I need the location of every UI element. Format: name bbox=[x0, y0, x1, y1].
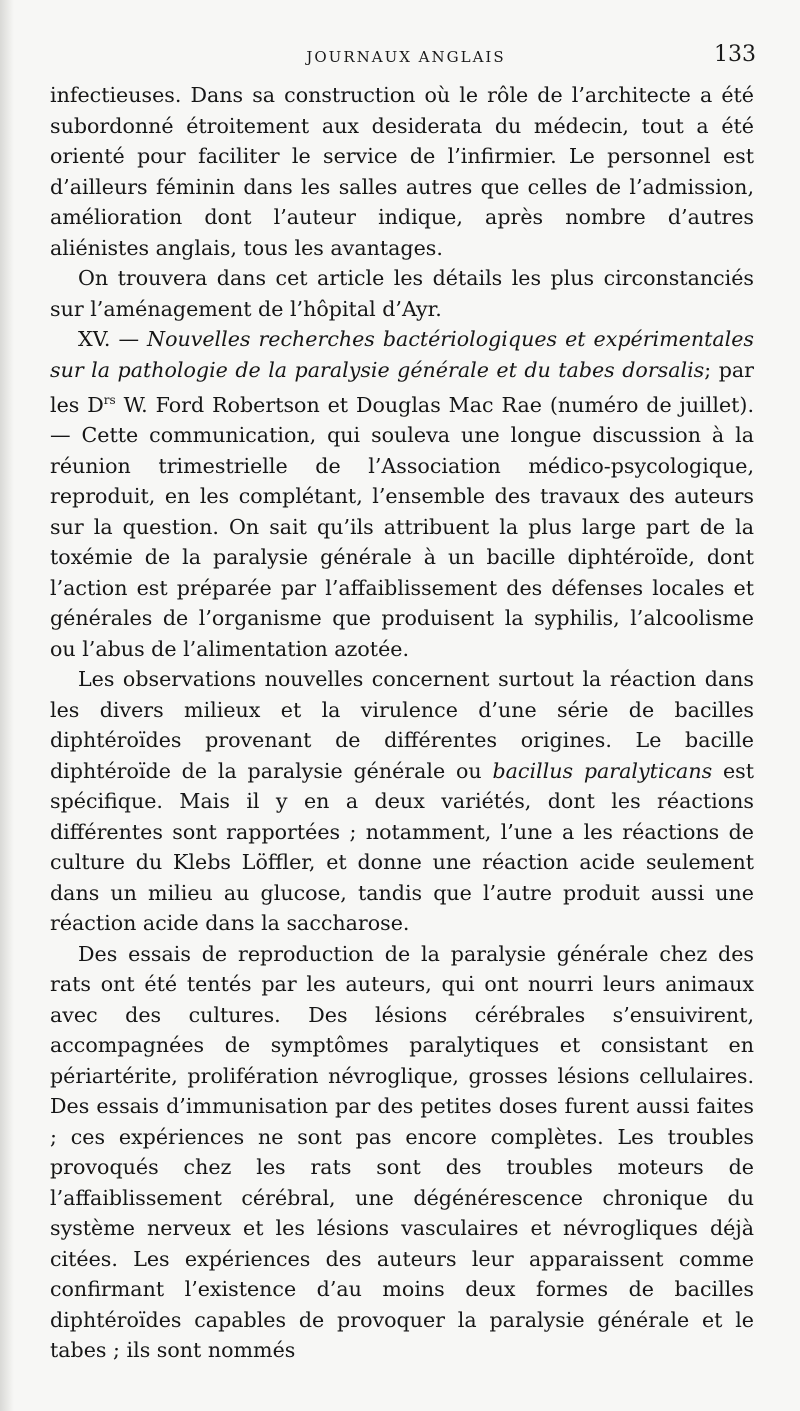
paragraph-2-text: On trouvera dans cet article les détails les plus circonstanciés sur l’aménagement de l’hôpital d’Ayr. bbox=[50, 266, 754, 321]
paragraph-4-text-before: Les observations nouvelles concernent surtout la réaction dans les divers milieux et la virulence d’une série de bacilles diphtéroïdes provenant de différentes origines. Le bacille diphtéroïde de la paralysie générale ou bbox=[50, 667, 754, 783]
page-header bbox=[46, 38, 766, 70]
authors-superscript: rs bbox=[103, 393, 116, 407]
paragraph-4 bbox=[50, 664, 754, 939]
paragraph-5-text: Des essais de reproduction de la paralysie générale chez des rats ont été tentés par les auteurs, qui ont nourri leurs animaux avec des cultures. Des lésions cérébrales s’ensuivirent, accompagnées de symptômes paralytiques et consistant en périartérite, prolifération névroglique, grosses lésions cellulaires. Des essais d’immunisation par des petites doses furent aussi faites ; ces expériences ne sont pas encore complètes. Les troubles provoqués chez les rats sont des troubles moteurs de l’affaiblissement cérébral, une dégénérescence chronique du système nerveux et les lésions vasculaires et névrogliques déjà citées. Les expériences des auteurs leur apparaissent comme confirmant l’existence d’au moins deux formes de bacilles diphtéroïdes capables de provoquer la paralysie générale et le tabes ; ils sont nommés bbox=[50, 941, 754, 1363]
paragraph-1 bbox=[50, 80, 754, 263]
section-number: XV. — bbox=[78, 327, 148, 351]
article-title: Nouvelles recherches bactériologiques et expérimentales sur la pathologie de la paralysie générale et du tabes dorsalis bbox=[50, 327, 754, 382]
running-title: JOURNAUX ANGLAIS bbox=[306, 48, 506, 66]
paragraph-3-section-xv bbox=[50, 324, 754, 664]
page-gutter-shadow bbox=[0, 0, 14, 1411]
paragraph-4-text-after: est spécifique. Mais il y en a deux variétés, dont les réactions différentes sont rapportées ; notamment, l’une a les réactions de culture du Klebs Löffler, et donne une réaction acide seulement dans un milieu au glucose, tandis que l’autre produit aussi une réaction acide dans la saccharose. bbox=[50, 758, 754, 936]
page-number: 133 bbox=[714, 42, 756, 67]
paragraph-3-text: W. Ford Robertson et Douglas Mac Rae (numéro de juillet). — Cette communication, qui souleva une longue discussion à la réunion trimestrielle de l’Association médico-psycologique, reproduit, en les complétant, l’ensemble des travaux des auteurs sur la question. On sait qu’ils attribuent la plus large part de la toxémie de la paralysie générale à un bacille diphtéroïde, dont l’action est préparée par l’affaiblissement des défenses locales et générales de l’organisme que produisent la syphilis, l’alcoolisme ou l’abus de l’alimentation azotée. bbox=[50, 392, 754, 661]
paragraph-1-text: infectieuses. Dans sa construction où le rôle de l’architecte a été subordonné étroitement aux desiderata du médecin, tout a été orienté pour faciliter le service de l’infirmier. Le personnel est d’ailleurs féminin dans les salles autres que celles de l’admission, amélioration dont l’auteur indique, après nombre d’autres aliénistes anglais, tous les avantages. bbox=[50, 83, 754, 260]
paragraph-2 bbox=[50, 263, 754, 324]
authors-intro: ; par les D bbox=[50, 357, 754, 417]
body-text bbox=[50, 80, 754, 1366]
paragraph-5 bbox=[50, 939, 754, 1366]
bacillus-name: bacillus paralyticans bbox=[492, 758, 713, 783]
